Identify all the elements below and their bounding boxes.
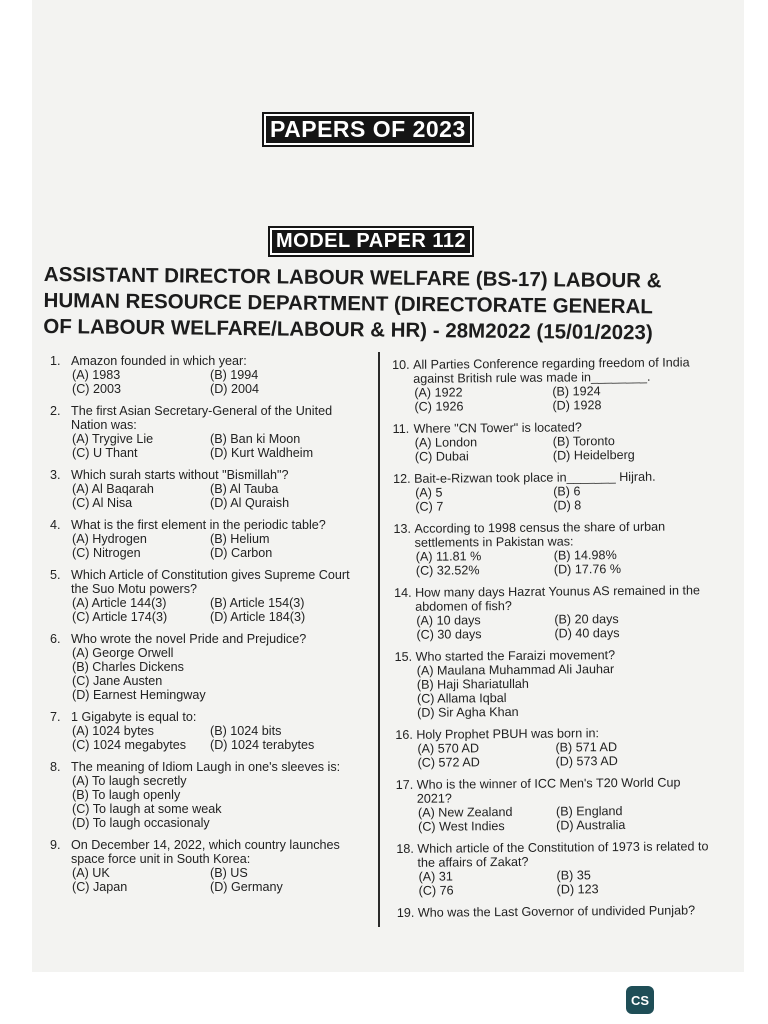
answer-option: (C) 572 AD <box>417 755 480 770</box>
question-number: 17. <box>395 777 414 792</box>
question-stem <box>50 632 368 646</box>
question-text: Which surah starts without "Bismillah"? <box>71 468 289 482</box>
answer-option: (A) 570 AD <box>417 741 480 756</box>
question-number: 19. <box>396 905 415 920</box>
question-number: 14. <box>393 585 412 600</box>
answer-option: (C) 32.52% <box>415 563 480 578</box>
answer-option: (C) 76 <box>418 883 454 898</box>
answer-option: (D) Al Quraish <box>210 496 290 510</box>
answer-option: (A) New Zealand <box>417 804 513 820</box>
answer-option: (A) Maulana Muhammad Ali Jauhar <box>416 662 615 678</box>
answer-option: (B) 571 AD <box>555 740 618 755</box>
question-text: Who wrote the novel Pride and Prejudice? <box>71 632 307 646</box>
question-item <box>394 583 716 642</box>
answer-option: (B) 14.98% <box>553 548 617 563</box>
question-item <box>393 419 715 464</box>
question-number: 4. <box>50 518 61 532</box>
option-list <box>418 867 718 898</box>
answer-option: (D) Earnest Hemingway <box>72 688 206 702</box>
question-number: 8. <box>50 760 61 774</box>
answer-option: (D) Germany <box>210 880 283 894</box>
question-text: The meaning of Idiom Laugh in one's sleeves is: <box>71 760 341 774</box>
option-list <box>416 611 716 642</box>
answer-option: (B) To laugh openly <box>72 788 181 802</box>
question-item <box>50 404 368 460</box>
answer-option: (C) U Thant <box>72 446 138 460</box>
question-text: What is the first element in the periodic table? <box>71 518 326 532</box>
answer-option: (C) 1926 <box>414 399 464 414</box>
question-stem <box>397 903 719 920</box>
answer-option: (C) West Indies <box>418 819 505 834</box>
question-number: 6. <box>50 632 61 646</box>
answer-option: (D) Kurt Waldheim <box>210 446 314 460</box>
option-list <box>416 547 716 578</box>
question-stem <box>50 518 368 532</box>
question-text: Which Article of Constitution gives Supreme Court the Suo Motu powers? <box>71 568 350 596</box>
question-number: 2. <box>50 404 61 418</box>
answer-option: (B) 1024 bits <box>210 724 282 738</box>
answer-option: (B) 20 days <box>554 612 619 627</box>
question-item <box>50 354 368 396</box>
answer-option: (D) 1024 terabytes <box>210 738 315 752</box>
answer-option: (B) 35 <box>556 868 591 883</box>
answer-option: (D) 2004 <box>210 382 259 396</box>
answer-option: (D) Article 184(3) <box>210 610 306 624</box>
answer-option: (A) 1922 <box>414 385 463 400</box>
question-stem <box>50 404 368 432</box>
answer-option: (A) Trygive Lie <box>72 432 154 446</box>
answer-option: (C) Nitrogen <box>72 546 141 560</box>
question-item <box>50 632 368 702</box>
heading-line-3: OF LABOUR WELFARE/LABOUR & HR) - 28M2022 (15/01/2023) <box>43 314 653 345</box>
option-list <box>72 646 368 702</box>
question-number: 13. <box>393 521 412 536</box>
question-number: 9. <box>50 838 61 852</box>
question-number: 12. <box>392 471 411 486</box>
answer-option: (D) Carbon <box>210 546 273 560</box>
heading-line-2: HUMAN RESOURCE DEPARTMENT (DIRECTORATE GENERAL <box>43 288 654 319</box>
option-list <box>72 774 368 830</box>
answer-option: (A) 1024 bytes <box>72 724 154 738</box>
option-list <box>72 596 368 624</box>
answer-option: (D) To laugh occasionaly <box>72 816 210 830</box>
question-text: Which article of the Constitution of 1973 is related to the affairs of Zakat? <box>417 839 709 870</box>
heading-line-1: ASSISTANT DIRECTOR LABOUR WELFARE (BS-17) LABOUR & <box>43 262 662 293</box>
answer-option: (C) Jane Austen <box>72 674 163 688</box>
option-list <box>417 739 717 770</box>
answer-option: (D) 40 days <box>554 626 620 641</box>
answer-option: (C) Article 174(3) <box>72 610 168 624</box>
question-text: On December 14, 2022, which country launches space force unit in South Korea: <box>71 838 340 866</box>
question-text: Bait-e-Rizwan took place in_______ Hijrah. <box>413 469 656 486</box>
answer-option: (A) UK <box>72 866 110 880</box>
option-list <box>417 661 717 720</box>
answer-option: (D) 573 AD <box>555 754 618 769</box>
answer-option: (A) Article 144(3) <box>72 596 167 610</box>
question-text: 1 Gigabyte is equal to: <box>71 710 197 724</box>
question-stem <box>393 519 715 550</box>
answer-option: (D) Sir Agha Khan <box>417 704 519 720</box>
question-stem <box>50 710 368 724</box>
answer-option: (A) Al Baqarah <box>72 482 154 496</box>
right-question-column <box>392 355 719 928</box>
exam-heading <box>43 262 714 347</box>
answer-option: (A) London <box>414 435 478 450</box>
option-list <box>72 866 368 894</box>
answer-option: (A) Hydrogen <box>72 532 147 546</box>
camscanner-logo-icon: CS <box>626 986 654 1014</box>
answer-option: (A) 31 <box>418 869 453 884</box>
question-item <box>395 647 718 720</box>
question-text: How many days Hazrat Younus AS remained in the abdomen of fish? <box>414 583 701 614</box>
question-number: 1. <box>50 354 61 368</box>
answer-option: (A) 11.81 % <box>415 549 482 564</box>
answer-option: (B) 6 <box>553 484 581 499</box>
question-item <box>393 469 715 514</box>
option-list <box>72 368 368 396</box>
question-number: 16. <box>395 727 413 742</box>
option-list <box>72 724 368 752</box>
question-item <box>396 775 718 834</box>
question-item <box>50 760 368 830</box>
question-text: Who started the Faraizi movement? <box>415 648 616 664</box>
question-item <box>397 903 719 920</box>
answer-option: (B) Helium <box>210 532 270 546</box>
answer-option: (B) Charles Dickens <box>72 660 184 674</box>
left-question-column <box>50 354 368 902</box>
answer-option: (D) Heidelberg <box>552 447 635 463</box>
question-number: 11. <box>392 421 410 436</box>
question-number: 18. <box>396 841 414 856</box>
answer-option: (C) Japan <box>72 880 128 894</box>
model-paper-banner: MODEL PAPER 112 <box>268 226 474 257</box>
question-number: 3. <box>50 468 61 482</box>
question-item <box>50 568 368 624</box>
answer-option: (A) George Orwell <box>72 646 174 660</box>
question-stem <box>396 775 718 806</box>
question-item <box>50 838 368 894</box>
answer-option: (B) US <box>210 866 248 880</box>
answer-option: (B) 1994 <box>210 368 259 382</box>
answer-option: (A) 10 days <box>416 613 481 628</box>
question-item <box>50 518 368 560</box>
question-stem <box>394 583 716 614</box>
question-text: The first Asian Secretary-General of the United Nation was: <box>71 404 333 432</box>
question-text: Amazon founded in which year: <box>71 354 247 368</box>
option-list <box>72 432 368 460</box>
question-text: Who is the winner of ICC Men's T20 World Cup 2021? <box>416 775 681 806</box>
answer-option: (D) 8 <box>553 498 582 513</box>
question-stem <box>50 838 368 866</box>
answer-option: (A) To laugh secretly <box>72 774 187 788</box>
answer-option: (D) 123 <box>556 882 599 897</box>
answer-option: (C) Dubai <box>414 449 469 464</box>
question-text: According to 1998 census the share of urban settlements in Pakistan was: <box>414 519 666 550</box>
answer-option: (A) 1983 <box>72 368 121 382</box>
question-stem <box>50 568 368 596</box>
option-list <box>414 383 714 414</box>
answer-option: (C) To laugh at some weak <box>72 802 222 816</box>
question-text: All Parties Conference regarding freedom of India against British rule was made in________. <box>412 355 690 386</box>
column-divider <box>378 352 380 927</box>
answer-option: (C) 30 days <box>416 627 482 642</box>
answer-option: (C) 2003 <box>72 382 121 396</box>
question-number: 7. <box>50 710 61 724</box>
question-item <box>395 725 717 770</box>
papers-banner: PAPERS OF 2023 <box>262 112 474 147</box>
answer-option: (A) 5 <box>415 485 443 500</box>
option-list <box>415 483 715 514</box>
answer-option: (B) England <box>555 804 623 819</box>
answer-option: (C) Al Nisa <box>72 496 133 510</box>
question-item <box>392 355 714 414</box>
answer-option: (B) Ban ki Moon <box>210 432 301 446</box>
question-number: 10. <box>392 357 410 372</box>
question-text: Holy Prophet PBUH was born in: <box>416 726 600 742</box>
answer-option: (D) 17.76 % <box>553 562 622 577</box>
question-item <box>396 839 718 898</box>
question-stem <box>50 760 368 774</box>
answer-option: (B) Toronto <box>552 434 615 449</box>
option-list <box>72 482 368 510</box>
question-text: Who was the Last Governor of undivided Punjab? <box>417 903 696 920</box>
question-stem <box>392 355 714 386</box>
answer-option: (D) 1928 <box>552 398 602 413</box>
answer-option: (B) Al Tauba <box>210 482 279 496</box>
option-list <box>418 803 718 834</box>
question-item <box>50 468 368 510</box>
option-list <box>415 433 715 464</box>
answer-option: (D) Australia <box>556 817 626 833</box>
question-text: Where "CN Tower" is located? <box>413 420 582 436</box>
answer-option: (C) 1024 megabytes <box>72 738 187 752</box>
question-stem <box>396 839 718 870</box>
question-item <box>50 710 368 752</box>
answer-option: (B) Article 154(3) <box>210 596 305 610</box>
question-item <box>393 519 715 578</box>
question-stem <box>50 468 368 482</box>
question-number: 15. <box>394 649 413 664</box>
answer-option: (C) 7 <box>415 499 444 514</box>
answer-option: (C) Allama Iqbal <box>416 691 507 706</box>
option-list <box>72 532 368 560</box>
answer-option: (B) 1924 <box>552 384 601 399</box>
answer-option: (B) Haji Shariatullah <box>416 676 529 692</box>
question-stem <box>50 354 368 368</box>
question-number: 5. <box>50 568 61 582</box>
